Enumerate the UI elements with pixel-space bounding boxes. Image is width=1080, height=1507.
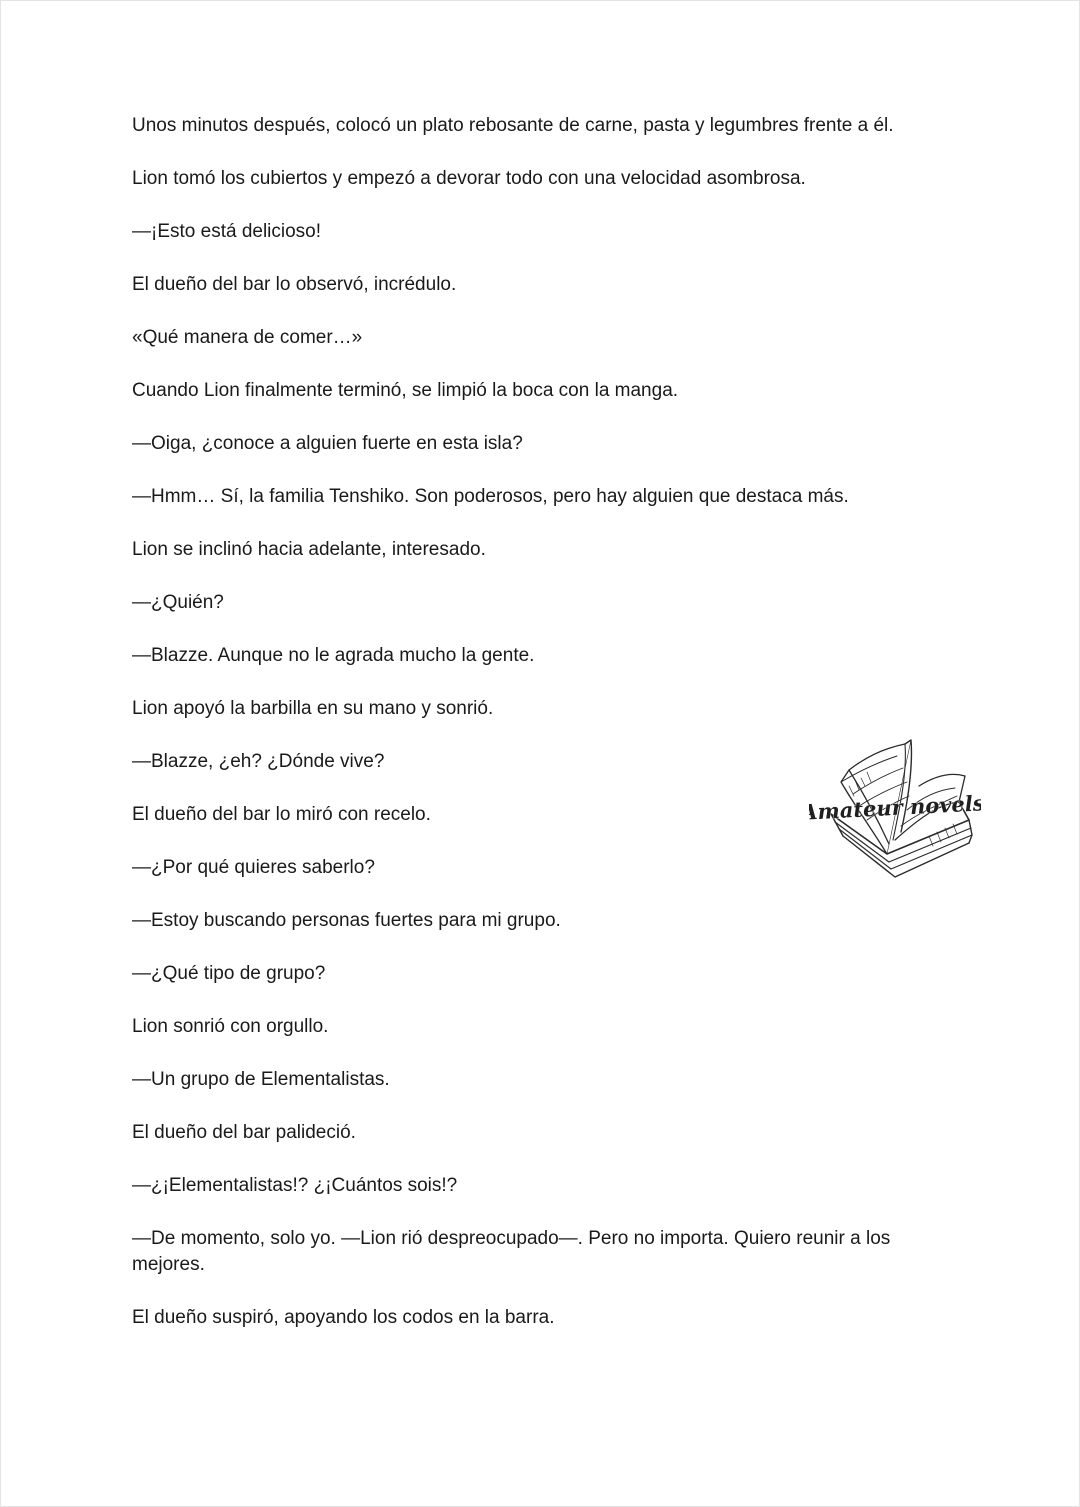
paragraph: —¿Quién? bbox=[132, 592, 224, 613]
paragraph: El dueño del bar palideció. bbox=[132, 1122, 356, 1143]
paragraph: «Qué manera de comer…» bbox=[132, 327, 363, 348]
paragraph: —Blazze, ¿eh? ¿Dónde vive? bbox=[132, 751, 385, 772]
paragraph: —¡Esto está delicioso! bbox=[132, 221, 322, 242]
paragraph: —Hmm… Sí, la familia Tenshiko. Son poderosos, pero hay alguien que destaca más. bbox=[132, 486, 849, 507]
paragraph: —Oiga, ¿conoce a alguien fuerte en esta isla? bbox=[132, 433, 523, 454]
paragraph: —De momento, solo yo. —Lion rió despreocupado—. Pero no importa. Quiero reunir a los mejores. bbox=[132, 1228, 896, 1275]
paragraph: Lion se inclinó hacia adelante, interesado. bbox=[132, 539, 486, 560]
paragraph: Lion apoyó la barbilla en su mano y sonrió. bbox=[132, 698, 494, 719]
paragraph: El dueño del bar lo observó, incrédulo. bbox=[132, 274, 457, 295]
amateur-novels-logo bbox=[809, 736, 981, 886]
paragraph: El dueño del bar lo miró con recelo. bbox=[132, 804, 431, 825]
paragraph: —¿¡Elementalistas!? ¿¡Cuántos sois!? bbox=[132, 1175, 458, 1196]
paragraph: Cuando Lion finalmente terminó, se limpió la boca con la manga. bbox=[132, 380, 679, 401]
paragraph: —Estoy buscando personas fuertes para mi grupo. bbox=[132, 910, 561, 931]
open-book-icon bbox=[809, 736, 981, 886]
paragraph: Lion tomó los cubiertos y empezó a devorar todo con una velocidad asombrosa. bbox=[132, 168, 806, 189]
watermark-text: Amateur novels bbox=[809, 790, 981, 825]
paragraph: —Un grupo de Elementalistas. bbox=[132, 1069, 390, 1090]
paragraph: Unos minutos después, colocó un plato rebosante de carne, pasta y legumbres frente a él. bbox=[132, 115, 894, 136]
paragraph: El dueño suspiró, apoyando los codos en la barra. bbox=[132, 1307, 555, 1328]
paragraph: —Blazze. Aunque no le agrada mucho la gente. bbox=[132, 645, 535, 666]
paragraph: Lion sonrió con orgullo. bbox=[132, 1016, 329, 1037]
paragraph: —¿Qué tipo de grupo? bbox=[132, 963, 326, 984]
paragraph: —¿Por qué quieres saberlo? bbox=[132, 857, 375, 878]
